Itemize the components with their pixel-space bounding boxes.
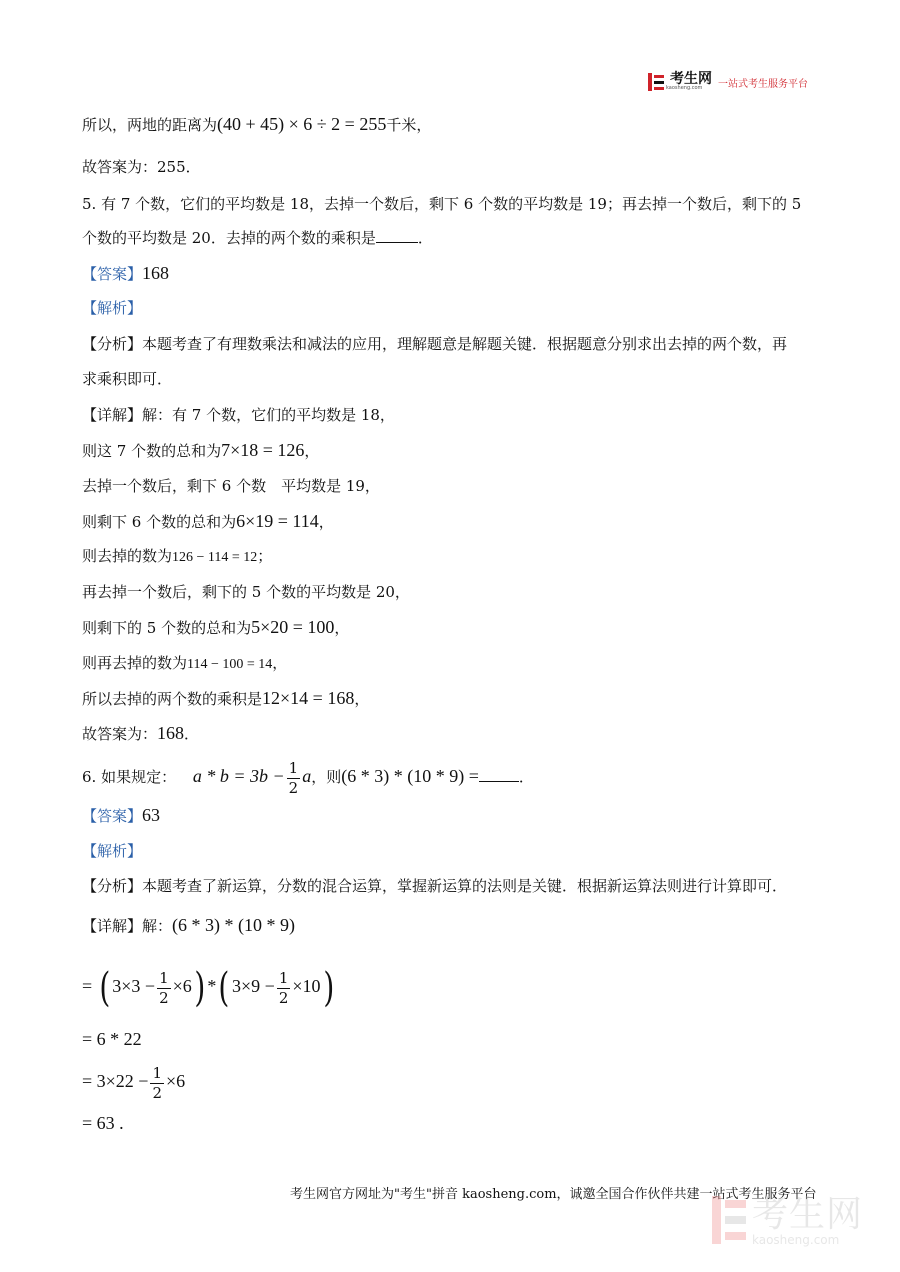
solution-line: 则剩下 6 个数的总和为6×19 = 114， [82, 511, 334, 531]
logo-tagline: 一站式考生服务平台 [718, 78, 808, 90]
solution-line: 再去掉一个数后，剩下的 5 个数的平均数是 20， [82, 583, 410, 601]
logo-name: 考生网 [670, 71, 712, 87]
answer-tag: 【答案】 [82, 265, 143, 283]
answer-line [82, 804, 160, 827]
analysis-tag: 【解析】 [82, 299, 143, 317]
math-expression-line: = 6 * 22 [82, 1029, 142, 1049]
answer-blank [376, 228, 418, 243]
solution-line: 去掉一个数后，剩下 6 个数 平均数是 19， [82, 477, 380, 495]
question-6-text: 6. 如果规定： a * b = 3b − $\frac{1}{2}$ a，则(6 * 3) * (10 * 9) = ． [82, 758, 534, 797]
solution-line: 则再去掉的数为114 − 100 = 14， [82, 654, 288, 672]
solution-line: 则剩下的 5 个数的总和为5×20 = 100， [82, 617, 350, 637]
answer-tag: 【答案】 [82, 807, 143, 825]
math-expression-line: = ( 3×3 − $\frac{1}{2}$ ×6) *( 3×9 − $\frac{1}{2}$ ×10) [82, 965, 334, 1011]
text-line: 故答案为：255． [82, 158, 201, 176]
fraction: $\frac{1}{2}$ [288, 758, 299, 797]
footer-text: 考生网官方网址为"考生"拼音 kaosheng.com，诚邀全国合作伙伴共建一站式考生服务平台 [290, 1187, 817, 1202]
answer-value: 168 [142, 263, 170, 283]
solution-line: 所以去掉的两个数的乘积是12×14 = 168， [82, 688, 370, 708]
solution-line: 【详解】解：有 7 个数，它们的平均数是 18， [82, 406, 395, 424]
kaosheng-logo-icon [648, 73, 664, 91]
watermark-text: 考生网 [752, 1194, 864, 1235]
math-expression-line: = 63 . [82, 1113, 124, 1133]
analysis-text-cont: 求乘积即可． [82, 370, 173, 388]
watermark-logo-icon [712, 1196, 746, 1248]
analysis-text: 【分析】本题考查了有理数乘法和减法的应用，理解题意是解题关键．根据题意分别求出去掉的两个数，再 [82, 335, 788, 353]
answer-line [82, 262, 169, 285]
header-logo [648, 70, 808, 94]
solution-line: 则这 7 个数的总和为7×18 = 126， [82, 440, 320, 460]
question-5-text: 5. 有 7 个数，它们的平均数是 18，去掉一个数后，剩下 6 个数的平均数是 19；再去掉一个数后，剩下的 5 [82, 195, 802, 213]
question-5-text-cont: 个数的平均数是 20．去掉的两个数的乘积是 ． [82, 229, 433, 247]
watermark-domain: kaosheng.com [752, 1233, 840, 1247]
analysis-text: 【分析】本题考查了新运算，分数的混合运算，掌握新运算的法则是关键．根据新运算法则进行计算即可． [82, 877, 788, 895]
math-expression-line: = 3×22 − $\frac{1}{2}$ ×6 [82, 1063, 186, 1102]
answer-blank [479, 767, 519, 782]
watermark [712, 1196, 863, 1248]
text-line: 所以，两地的距离为(40 + 45) × 6 ÷ 2 = 255千米， [82, 114, 432, 134]
solution-line: 故答案为：168． [82, 723, 200, 743]
math-expression: (40 + 45) × 6 ÷ 2 = 255 [217, 114, 387, 134]
solution-line: 【详解】解：(6 * 3) * (10 * 9) [82, 915, 295, 935]
solution-line: 则去掉的数为126 − 114 = 12； [82, 547, 273, 565]
analysis-tag: 【解析】 [82, 842, 143, 860]
answer-value: 63 [142, 805, 161, 825]
logo-domain: kaosheng.com [666, 85, 703, 91]
